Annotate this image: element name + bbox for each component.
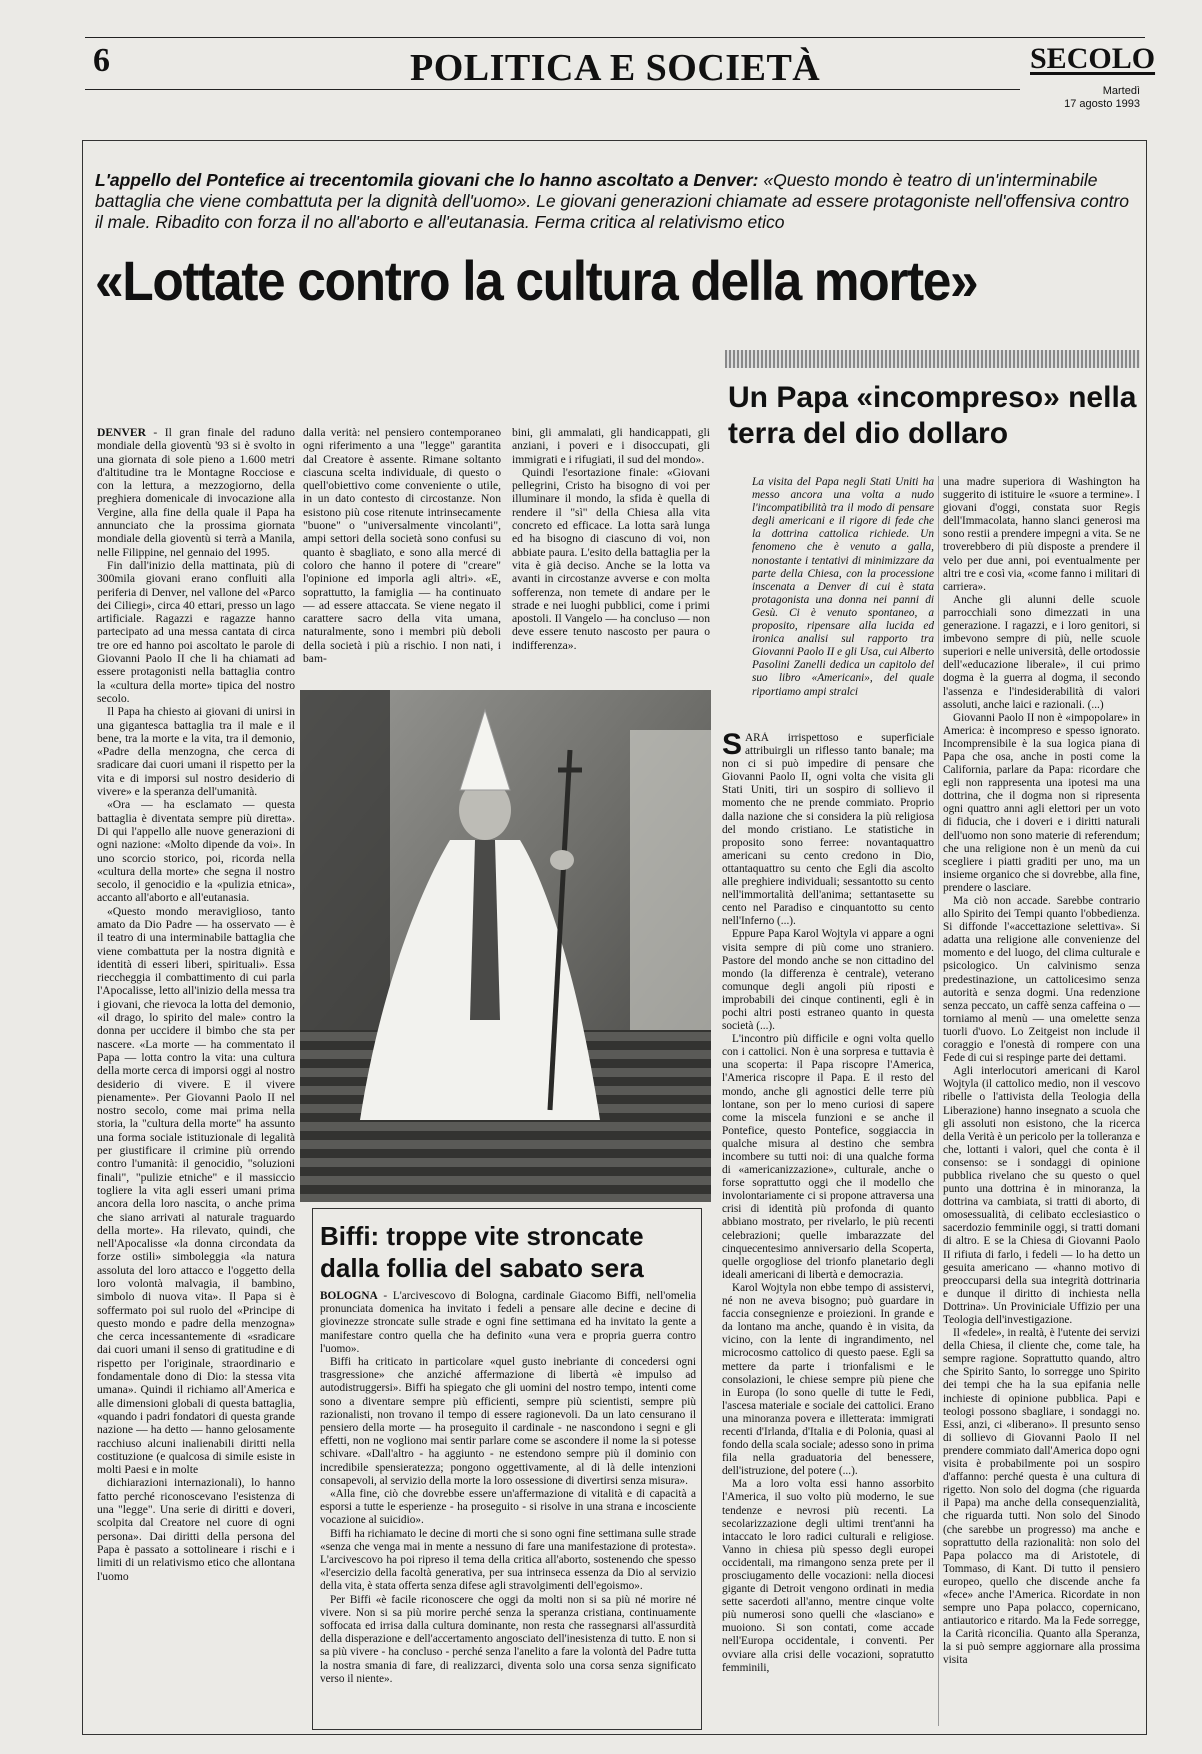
papa-paragraph: Eppure Papa Karol Wojtyla vi appare a ogni visita sempre di più come uno straniero. Pastore del mondo anche se non cittadino del mondo (la differenza è centrale), veterano comunque degli angoli più riposti e improbabili dei cinque continenti, egli è in pochi altri posti estraneo quanto in questa società (...).	[722, 928, 934, 1033]
biffi-paragraph: Biffi ha richiamato le decine di morti che si sono ogni fine settimana sulle strade «senza che venga mai in mente a nessuno di fare una manifestazione di protesta». L'arcivescovo ha poi ripreso il tema della critica all'aborto, sostenendo che spesso «l'esercizio della facoltà generativa, per sua intrinseca essenza da Dio al servizio della vita, è stata offerta senza difese agli stravolgimenti dell'egoismo».	[320, 1527, 696, 1593]
papa-column-2	[943, 476, 1140, 1726]
headline: «Lottate contro la cultura della morte»	[95, 249, 978, 312]
article-paragraph: Quindi l'esortazione finale: «Giovani pellegrini, Cristo ha bisogno di voi per illuminare il mondo, la sfida è quella di rendere il "sì" della Chiesa alla vita concreto ed efficace. La lotta sarà lunga ed ha bisogno di ciascuno di voi, non abbiate paura. L'esito della battaglia per la vita è già deciso. Anche se la lotta va avanti in circostanze avverse e con molta sofferenza, non temete di andare per le strade e nei luoghi pubblici, come i primi apostoli. Il Vangelo — ha concluso — non deve essere tenuto nascosto per paura o indifferenza».	[512, 465, 710, 652]
papa-intro: La visita del Papa negli Stati Uniti ha messo ancora una volta a nudo l'incompatibilità tra il modo di pensare degli americani e il rigore di fede che la dottrina cattolica richiede. Un fenomeno che è venuto a galla, nonostante i tentativi di minimizzare da parte della Chiesa, con la processione inscenata a Denver di cui è stata protagonista una donna nei panni di Gesù. Ci è venuto spontaneo, a proposito, ripensare alla lucida ed ironica analisi sul rapporto tra Giovanni Paolo II e gli Usa, cui Alberto Pasolini Zanelli dedica un capitolo del suo libro «Americani», del quale riportiamo ampi stralci	[752, 476, 934, 698]
dateline: DENVER	[97, 426, 146, 439]
papa-paragraph: Il «fedele», in realtà, è l'utente dei servizi della Chiesa, il cliente che, come tale, ha sempre ragione. Soprattutto quando, altro che Spirito Santo, lo sorregge uno Spirito dei tempi che ha la sua epifania nelle inchieste di opinione pubblica. Papi e teologi possono sbagliare, i sondaggi no. Essi, anzi, ci «liberano». Il presunto senso di sollievo di Giovanni Paolo II nel prendere commiato dall'America dopo ogni visita è probabilmente poi un sospiro d'affanno: perché questa è una cultura di rigetto. Non solo del dogma (che riguarda il Papa) ma anche della consequenzialità, che riguarda tutti. Non solo del Sinodo (che sarebbe un progresso) ma anche e soprattutto della razionalità: non solo del Papa polacco ma di Aristotele, di Tommaso, di Kant. Di tutto il pensiero europeo, quello che discende anche fa «fece» anche l'America. Ricordate in non sempre uno Papa polacco, copernicano, antiautorico e ritardo. Ma la Fede sorregge, la Carità riconcilia. Quanto alla Speranza, la si può sempre aggiornare alla prossima visita	[943, 1327, 1140, 1667]
issue-date: 17 agosto 1993	[1064, 98, 1140, 110]
biffi-title: Biffi: troppe vite stroncate dalla follia del sabato sera	[320, 1221, 644, 1283]
article-paragraph: «Questo mondo meraviglioso, tanto amato da Dio Padre — ha osservato — è il teatro di una interminabile battaglia che viene combattuta per la nostra dignità e identità di esseri liberi, spirituali». Essa rieccheggia il combattimento di cui parla l'Apocalisse, letto all'inizio della messa tra i giovani, che rievoca la lotta del demonio, «il drago, lo spirito del male» contro la donna per uccidere il bimbo che sta per nascere. «La morte — ha commentato il Papa — lotta contro la vita: una cultura della morte cerca di imporsi oggi al nostro desiderio di vivere. E il vivere pienamente». Per Giovanni Paolo II nel nostro secolo, come mai prima nella storia, la "cultura della morte" ha assunto una forma sociale istituzionale di legalità per giustificare il crimine più orrendo contro l'umanità: il genocidio, "soluzioni finali", "pulizie etniche" e il massiccio togliere la vita agli esseri umani prima ancora della loro nascita, o anche prima che siano arrivati al naturale traguardo della morte». Ha rilevato, quindi, che nell'Apocalisse «la donna circondata da forze ostili» simboleggia «la natura assoluta del loro attacco e l'oggetto della loro volontà malvagia, il bambino, simbolo di nuova vita». Il Papa si è soffermato poi sul ruolo del «Principe di questo mondo e padre della menzogna» che cerca incessantemente di «sradicare dai cuori umani il senso di gratitudine e di rispetto per l'originale, straordinario e fondamentale dono di Dio: la stessa vita umana». Quindi il richiamo all'America e alle dimensioni globali di questa battaglia, «quando i padri fondatori di questa grande nazione — ha detto — hanno gelosamente racchiuso alcuni inalienabili diritti nella costituzione (e qualcosa di simile esiste in molti Paesi e in molte	[97, 904, 295, 1477]
top-rule	[85, 37, 1145, 38]
papa-decorative-rule	[725, 350, 1140, 368]
papa-paragraph: Anche gli alunni delle scuole parrocchiali sono dimezzati in una generazione. I ragazzi, e i loro genitori, si imbevono sempre di più, nelle scuole superiori e nelle università, delle ortodossie dell'«educazione liberale», il cui primo dogma è la guerra al dogma, il secondo l'assenza e l'indesiderabilità di valori assoluti, anche laici e razionali. (...)	[943, 593, 1140, 711]
masthead-logo: SECOLO	[1030, 42, 1156, 75]
kicker	[95, 170, 1135, 233]
article-column-2	[303, 426, 501, 686]
kicker-lead: L'appello del Pontefice ai trecentomila giovani che lo hanno ascoltato a Denver:	[95, 170, 759, 190]
papa-paragraph: Karol Wojtyla non ebbe tempo di assistervi, né non ne aveva bisogno; può guardare in faccia consegnienze e proiezioni. In grande e da lontano ma anche, quando è in visita, da vicino, con la lente di ingrandimento, nel microcosmo cattolico di questo paese. Egli sa mettere da parte i trionfalismi e le consolazioni, le chiese sempre più piene che in Europa (lo sono quelle di tutte le Fedi, l'ascesa materiale e sociale dei cattolici. Erano una minoranza povera e illetterata: immigrati recenti d'Irlanda, d'Italia e di Polonia, quasi al fondo della scala sociale; adesso sono in prima fila nella graduatoria del benessere, dell'istruzione, del potere (...).	[722, 1281, 934, 1478]
pope-photo	[300, 690, 711, 1202]
papa-paragraph: Ma a loro volta essi hanno assorbito l'America, il suo volto più moderno, le sue tendenze e nevrosi più recenti. La secolarizzazione degli ultimi trent'anni ha intaccato le loro radici culturali e religiose. Vanno in chiesa più spesso degli europei occidentali, ma rimangono senza prete per il prosciugamento delle vocazioni: nella diocesi gigante di Detroit vengono ordinati in media sette sacerdoti all'anno, mentre cinque volte più numerosi sono quelli che «lasciano» e muoiono. Si son contati, come accade nell'Europa occidentale, i conventi. Per ovviare alla crisi delle vocazioni, sopratutto femminili,	[722, 1478, 934, 1674]
biffi-paragraph: Biffi ha criticato in particolare «quel gusto inebriante di concedersi ogni trasgressione» che anziché affermazione di libertà «è impulso ad autodistruggersi». Biffi ha spiegato che gli uomini del nostro tempo, intenti come sono a diventare sempre più efficienti, sempre più scientisti, sempre più razionalisti, non trovano il tempo di essere ragionevoli. Da un lato censurano il pensiero della morte — ha proseguito il cardinale - ne nascondono i segni e gli effetti, non ne vogliono mai sentir parlare come se ascondere il nome la si potesse schivare. «Dall'altro - ha aggiunto - ne estendono sempre più il dominio con incredibile spensieratezza; pongono oggettivamente, al di là delle intenzioni consapevoli, al servizio della morte la loro ossessione di divertirsi senza misura».	[320, 1356, 696, 1487]
papa-column-1	[722, 732, 934, 1727]
article-paragraph: dichiarazioni internazionali), lo hanno fatto perché riconoscevano l'esistenza di una "legge". Una serie di diritti e doveri, scolpita dal Creatore nel cuore di ogni persona». Dai diritti della persona del Papa è passato a sottolineare i rischi e i limiti di un relativismo etico che allontana l'uomo	[97, 1476, 295, 1583]
papa-paragraph: Agli interlocutori americani di Karol Wojtyla (il cattolico medio, non il vescovo ribelle o l'attivista della Teologia della Liberazione) hanno insegnato a scuola che gli assoluti non esistono, che la ricerca della Verità è un pericolo per la tolleranza e che, lottanti i valori, quel che conta è il consenso: se i sondaggi di opinione pubblica rivelano che su questo o quel punto una dottrina è in minoranza, la dottrina va cambiata, si tratti di aborto, di omosessualità, di celibato ecclesiastico o sacerdozio femminile oggi, si tratti domani di altro. E se la Chiesa di Giovanni Paolo II rifiuta di farlo, i fedeli — lo ha detto un gesuita americano — «hanno motivo di preoccuparsi della sua integrità dottrinaria e dunque il diritto di inchiesta nella Dottrina». Un Proviniciale Uffizio per una Teologia dell'investigazione.	[943, 1065, 1140, 1326]
article-paragraph: «Ora — ha esclamato — questa battaglia è diventata sempre più diretta». Di qui l'appello alle nuove generazioni di ogni nazione: «Molto dipende da voi». In uno scorcio storico, poi, ricorda nella «cultura della morte» che segna il nostro secolo, il genocidio e la «pulizia etnica», accanto all'aborto e all'eutanasia.	[97, 798, 295, 905]
article-column-1	[97, 426, 295, 1726]
page-number: 6	[93, 42, 110, 79]
kicker-rest: «Questo mondo è teatro di un'interminabile battaglia che viene combattuta per la dignità dell'uomo». Le giovani generazioni chiamate ad essere protagoniste nell'offensiva contro il male. Ribadito con forza il no all'aborto e all'eutanasia. Ferma critica al relativismo etico	[95, 170, 1130, 232]
article-paragraph: DENVER - Il gran finale del raduno mondiale della gioventù '93 si è svolto in una giornata di sole pieno a 1.600 metri d'altitudine tra le Montagne Rocciose e con la lettura, a mezzogiorno, della preghiera domenicale di invocazione alla Vergine, alla fine della quale il Papa ha annunciato che la prossima giornata mondiale della gioventù si terrà a Manila, nelle Filippine, nel gennaio del 1995.	[97, 426, 295, 559]
biffi-dateline: BOLOGNA	[320, 1290, 378, 1302]
issue-day: Martedì	[1102, 85, 1140, 97]
papa-paragraph: SARÀ irrispettoso e superficiale attribuirgli un riflesso tanto banale; ma non ci si può impedire di pensare che Giovanni Paolo II, ogni volta che visita gli Stati Uniti, tiri un sospiro di sollievo il momento che ne prende commiato. Proprio dalla nazione che si considera la più religiosa del mondo cristiano. Le statistiche in proposito sono ferree: novantaquattro americani su cento credono in Dio, ottantaquattro su cento che Egli dia ascolto alle preghiere individuali; sessantotto su cento nell'immortalità dell'anima; settantasette su cento nel Paradiso e cinquantotto su cento nell'Inferno (...).	[722, 732, 934, 928]
papa-paragraph: Ma ciò non accade. Sarebbe contrario allo Spirito dei Tempi quanto l'obbedienza. Si diffonde l'«accettazione selettiva». Si adatta una religione alle convenienze del momento e del luogo, del clima culturale e psicologico. Un calvinismo senza predestinazione, un cattolicesimo senza autorità e senza dogmi. Una redenzione senza peccato, un caffè senza caffeina o — torniamo al menù — una omelette senza tuorli d'uovo. Lo Zeitgeist non include il coraggio e l'onestà di rompere con una Fede di cui si respinge parte dei dettami.	[943, 895, 1140, 1065]
column-divider	[938, 476, 939, 1726]
papa-title: Un Papa «incompreso» nella terra del dio dollaro	[728, 381, 1137, 450]
article-column-3	[512, 426, 710, 686]
drop-cap: S	[722, 732, 743, 761]
papa-paragraph: L'incontro più difficile e ogni volta quello con i cattolici. Non è una sorpresa e tuttavia è una scoperta: il Papa riscopre l'America, l'America riscopre il Papa. E il resto del mondo, anche gli agnostici delle terre più lontane, son per lo meno curiosi di sapere come la miscela funzioni e se anche il Pontefice, questo Pontefice, soggiaccia in qualche misura al destino che sembra incombere su tutti noi: di una qualche forma di «americanizzazione», culturale, anche o forse soprattutto oggi che il modello che involontariamente ci si propone attraversa una crisi di identità più profonda di quanto abbiano mostrato, per rivelarlo, le più recenti celebrazioni; quelle imbarazzate del cinquecentesimo anniversario della Scoperta, quelle orgogliose del trionfo planetario degli ideali americani di libertà e democrazia.	[722, 1033, 934, 1281]
article-paragraph: Fin dall'inizio della mattinata, più di 300mila giovani erano confluiti alla periferia di Denver, nel vallone del «Parco dei Ciliegi», circa 40 ettari, presso un lago artificiale. Ragazzi e ragazze hanno partecipato ad una messa cantata di circa tre ore ed hanno poi ascoltato le parole di Giovanni Paolo II che li ha chiamati ad essere protagonisti nella battaglia contro la «cultura della morte» tipica del nostro secolo.	[97, 558, 295, 705]
pope-photo-image	[300, 690, 711, 1202]
section-rule	[85, 89, 1020, 90]
section-title: POLITICA E SOCIETÀ	[410, 47, 821, 89]
papa-paragraph: una madre superiora di Washington ha suggerito di istituire le «suore a termine». I giovani d'oggi, constata suor Regis dell'Immacolata, hanno slanci generosi ma sono restii a prendere impegni a vita. Se ne troverebbero di più disposte a prendere il velo per due anni, poi eventualmente per altri tre e così via, «come fanno i militari di carriera».	[943, 476, 1140, 593]
biffi-body	[320, 1290, 696, 1725]
papa-paragraph: Giovanni Paolo II non è «impopolare» in America: è incompreso e spesso ignorato. Incomprensibile è la sua logica piana di Papa che osa, anche in posti come la California, parlare da Papa: ricordare che egli non rappresenta una ipotesi ma una dottrina, che il dogma non si ripresenta ogni quattro anni agli elettori per un voto di fiducia, che i doveri e i diritti naturali dell'uomo non sono materie di referendum; che una religione non è un menù da cui scegliere i piatti graditi per uno, ma un insieme organico che si dovrebbe, alla fine, prendere o lasciare.	[943, 711, 1140, 894]
biffi-paragraph: Per Biffi «è facile riconoscere che oggi da molti non si sa più né morire né vivere. Non si sa più morire perché senza la speranza cristiana, continuamente soffocata ed irrisa dalla cultura dominante, non resta che rassegnarsi all'assurdità della disperazione e dell'accertamento angosciato dell'inesistenza di tutto. E non si sa più vivere - ha concluso - perché senza l'anelito a fare la volontà del Padre tutta la nostra smania di fare, di realizzarci, diventa solo una corsa senza significato verso il niente».	[320, 1593, 696, 1685]
biffi-paragraph: BOLOGNA - L'arcivescovo di Bologna, cardinale Giacomo Biffi, nell'omelia pronunciata domenica ha invitato i fedeli a pensare alle decine e decine di giovinezze stroncate sulle strade e ogni fine settimana ed ha invitato la gente a manifestare contro quella che ha definito «una vera e propria guerra contro l'uomo».	[320, 1290, 696, 1355]
article-paragraph: Il Papa ha chiesto ai giovani di unirsi in una gigantesca battaglia tra il male e il bene, tra la morte e la vita, tra il demonio, «Padre della menzogna, che cerca di sradicare dai cuori umani il rispetto per la vita e di imporsi sul nostro desiderio di vivere» e la speranza dell'umanità.	[97, 705, 295, 799]
biffi-paragraph: «Alla fine, ciò che dovrebbe essere un'affermazione di vitalità e di capacità a esporsi a tutte le esperienze - ha proseguito - si risolve in una strana e incosciente vocazione al suicidio».	[320, 1488, 696, 1527]
article-paragraph: bini, gli ammalati, gli handicappati, gli anziani, i poveri e i disoccupati, gli immigrati e i rifugiati, il sud del mondo».	[512, 426, 710, 466]
article-paragraph: dalla verità: nel pensiero contemporaneo ogni riferimento a una "legge" garantita dal Creatore è assente. Rimane soltanto ciascuna scelta individuale, di questo o quell'obiettivo come conveniente o utile, in un dato contesto di circostanze. Non esistono più cose ritenute intrinsecamente "buone" o "universalmente vincolanti", ampi settori della società sono confusi su quanto è sbagliato, e sono alla mercé di coloro che hanno il potere di "creare" l'opinione ed imporla agli altri». «E, soprattutto, la famiglia — ha continuato — ad essere attaccata. Se viene negato il carattere sacro della vita umana, naturalmente, sono i membri più deboli della società i più a rischio. I non nati, i bam-	[303, 426, 501, 666]
